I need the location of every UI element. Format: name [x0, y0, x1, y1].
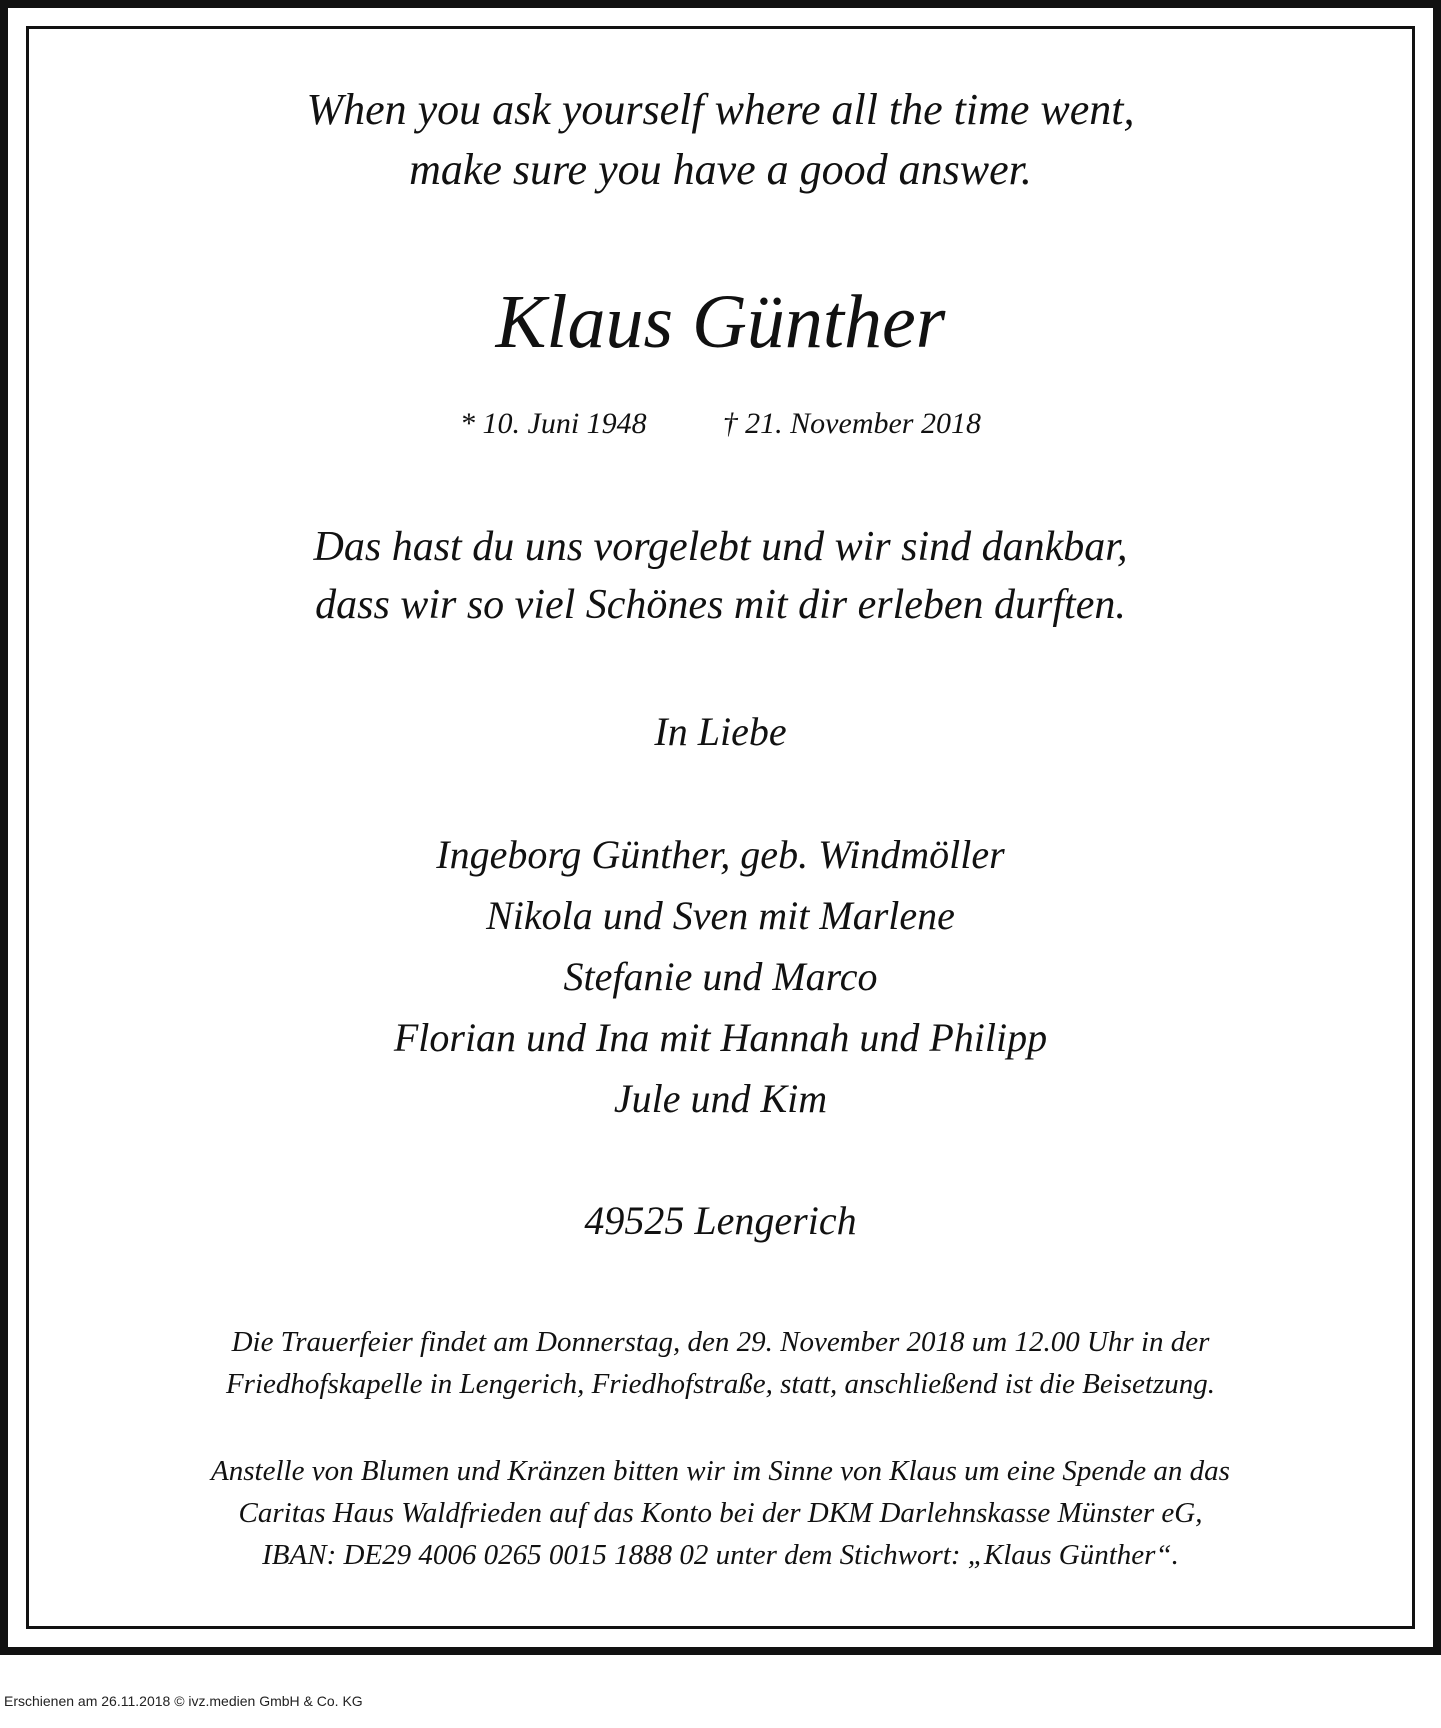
mourner-1: Ingeborg Günther, geb. Windmöller — [436, 832, 1005, 877]
donation-line-1: Anstelle von Blumen und Kränzen bitten wir im Sinne von Klaus um eine Spende an das — [211, 1455, 1230, 1487]
donation-line-2: Caritas Haus Waldfrieden auf das Konto bei der DKM Darlehnskasse Münster eG, — [238, 1497, 1203, 1529]
motto-line-1: When you ask yourself where all the time went, — [306, 85, 1135, 134]
birth-date: * 10. Juni 1948 — [460, 407, 647, 440]
mourner-2: Nikola und Sven mit Marlene — [486, 893, 955, 938]
mourner-4: Florian und Ina mit Hannah und Philipp — [393, 1015, 1048, 1060]
donation-line-3: IBAN: DE29 4006 0265 0015 1888 02 unter dem Stichwort: „Klaus Günther“. — [262, 1539, 1179, 1571]
mourner-3: Stefanie und Marco — [563, 954, 878, 999]
funeral-line-1: Die Trauerfeier findet am Donnerstag, den 29. November 2018 um 12.00 Uhr in der — [231, 1326, 1210, 1358]
motto-line-2: make sure you have a good answer. — [409, 145, 1032, 194]
death-date: † 21. November 2018 — [722, 407, 981, 440]
mourner-5: Jule und Kim — [613, 1076, 828, 1121]
closing-words: In Liebe — [654, 709, 787, 754]
life-dates — [0, 409, 1441, 439]
verse-line-2: dass wir so viel Schönes mit dir erleben durften. — [315, 582, 1126, 628]
deceased-name: Klaus Günther — [495, 280, 946, 364]
funeral-line-2: Friedhofskapelle in Lengerich, Friedhofstraße, statt, anschließend ist die Beisetzung. — [225, 1368, 1216, 1400]
mourners-location: 49525 Lengerich — [584, 1198, 857, 1243]
verse-line-1: Das hast du uns vorgelebt und wir sind dankbar, — [313, 524, 1128, 570]
publication-credit: Erschienen am 26.11.2018 © ivz.medien GmbH & Co. KG — [4, 1693, 363, 1709]
